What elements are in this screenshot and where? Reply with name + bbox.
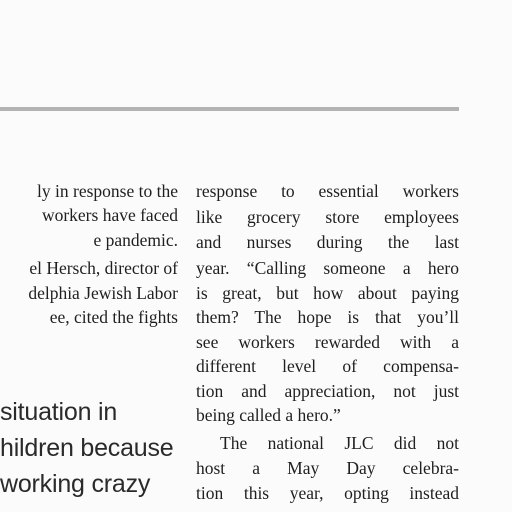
left-text-line: delphia Jewish Labor	[28, 283, 178, 303]
left-text-line: e pandemic.	[93, 230, 178, 250]
right-text-line: response to essential workers	[196, 181, 459, 201]
right-text-line: tion and appreciation, not just	[196, 381, 459, 401]
left-text-line: el Hersch, director of	[29, 258, 178, 278]
right-text-line: different level of compensa-	[196, 356, 459, 376]
pull-quote-line: situation in	[0, 398, 118, 426]
right-text-line: year. “Calling someone a hero	[196, 258, 459, 278]
left-text-line: workers have faced	[41, 205, 178, 225]
right-text-line: them? The hope is that you’ll	[196, 307, 459, 327]
right-text-line: tion this year, opting instead	[196, 483, 459, 503]
section-divider	[0, 107, 459, 111]
left-text-line: ly in response to the	[37, 181, 178, 201]
right-text-line: and nurses during the last	[196, 232, 459, 252]
left-text-line: ee, cited the fights	[49, 307, 178, 327]
right-text-line: The national JLC did not	[220, 433, 459, 453]
right-text-line: is great, but how about paying	[196, 283, 459, 303]
right-text-line: see workers rewarded with a	[196, 332, 459, 352]
pull-quote-line: hildren because	[0, 434, 174, 462]
right-text-line: like grocery store employees	[196, 207, 459, 227]
right-text-line: being called a hero.”	[196, 405, 341, 425]
pull-quote-line: working crazy	[0, 470, 151, 498]
right-text-line: host a May Day celebra-	[196, 458, 459, 478]
